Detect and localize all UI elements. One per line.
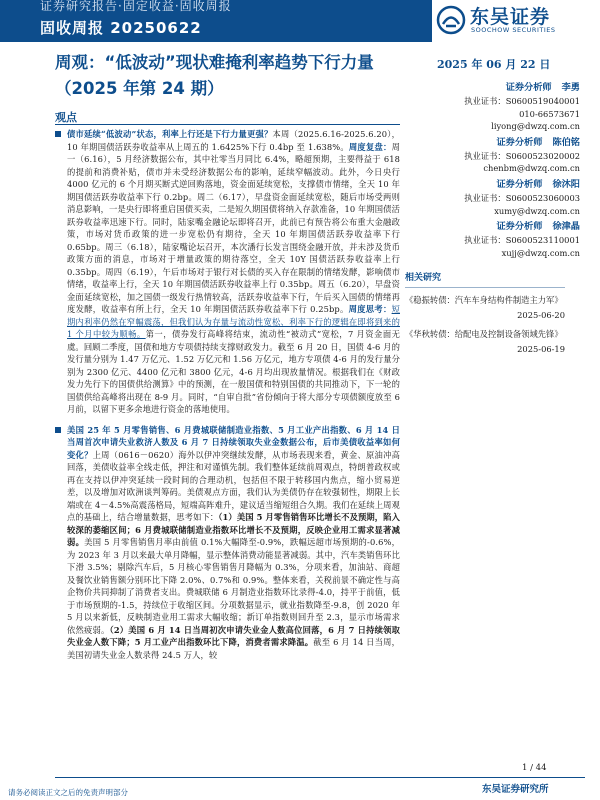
report-date: 2025 年 06 月 22 日	[437, 58, 551, 71]
bullet-square-icon	[55, 131, 61, 137]
paragraph1-question: 债市延续“低波动”状态，利率上行还是下行力量更强？	[67, 129, 273, 139]
bullet-square-icon	[55, 427, 61, 433]
analyst-email[interactable]: xujj@dwzq.com.cn	[501, 247, 580, 258]
related-item-date: 2025-06-19	[517, 344, 565, 354]
related-research-title: 相关研究	[405, 272, 565, 288]
analyst-name: 徐津晶	[552, 221, 580, 233]
analyst-cert: 执业证书：S0600523110001	[464, 235, 580, 246]
footer-company: 东吴证券研究所	[482, 784, 549, 795]
analyst-cert: 执业证书：S0600519040001	[464, 96, 580, 106]
analyst-panel	[420, 80, 580, 261]
paragraph2-text-3: 截至 6 月 14 日当周，美国初请失业金人数录得 24.5 万人，较	[67, 637, 400, 660]
analyst-name: 陈伯铭	[552, 136, 580, 148]
section-divider	[55, 124, 400, 125]
analyst-email[interactable]: liyong@dwzq.com.cn	[491, 121, 580, 132]
related-item[interactable]: 《华秋转债：给配电及控制设备领域先锋》	[405, 329, 563, 339]
paragraph2-text-1: 上周（0616－0620）海外以伊冲突继续发酵，从市场表现来看，黄金、原油冲高回落，美债收益率全线走低，押注和对谨慎先制。我们整体延续前周观点，特朗普政权或再在支持以伊冲突延续一段时间的合理动机，包括但不限于转移国内焦点，缩小贸易逆差，以及增加对欧洲谈判筹码。美债观点方面，我们认为美债仍存在较强韧性，期限上长端或在 4－4.5%高震荡格局，短端高阵难升，建议适当缩短组合久期。我们在延续上周观点的基础上，结合增量数据，思考如下：	[67, 449, 400, 522]
soochow-logo	[432, 0, 600, 42]
paragraph2-point-1: （1）美国 5 月零售销售环比增长不及预期，陷入较深的萎缩区间；6 月费城联储制造业指数环比增长不及预期，反映企业用工需求显著减弱。	[67, 512, 400, 547]
footer-divider	[55, 777, 585, 778]
paragraph1-highlight: 短期内利率仍然在窄幅震荡，但我们认为存量与流动性宽松、利率下行的逻辑在即将到来的 1 个月中较为顺畅。	[67, 304, 400, 339]
related-research	[405, 272, 565, 356]
analyst-entry	[420, 80, 580, 133]
analyst-email[interactable]: xumy@dwzq.com.cn	[494, 205, 580, 216]
weekly-thinking-label: 周度思考：	[348, 304, 392, 314]
analyst-role: 证券分析师	[496, 178, 543, 190]
soochow-logo-icon	[436, 5, 466, 35]
paragraph-domestic	[55, 128, 400, 416]
analyst-role: 证券分析师	[496, 136, 543, 148]
section-label: 观点	[55, 111, 77, 124]
paragraph2-question: 美国 25 年 5 月零售销售、6 月费城联储制造业指数、5 月工业产出指数、6 月 14 日当周首次申请失业救济人数及 6 月 7 日持续领取失业金数据公布，后市美债收益率如何变化？	[67, 424, 400, 460]
page-number: 1 / 44	[522, 763, 547, 773]
report-headline: 周观：“低波动”现状难掩利率趋势下行力量（2025 年第 24 期）	[55, 53, 374, 98]
paragraph-overseas	[55, 424, 400, 662]
weekly-review-label: 周度复盘：	[348, 141, 392, 152]
analyst-role: 证券分析师	[496, 221, 543, 233]
report-series: 证券研究报告·固定收益·固收周报	[40, 0, 232, 13]
analyst-name: 李勇	[561, 82, 580, 93]
related-item[interactable]: 《稳振转债：汽车车身结构件制造主力军》	[405, 295, 563, 305]
paragraph2-point-2: （2）美国 6 月 14 日当周初次申请失业金人数高位回落，6 月 7 日持续领取失业金人数下降；5 月工业产出指数环比下降，消费者需求降温。	[67, 624, 400, 647]
analyst-role: 证券分析师	[505, 82, 552, 93]
related-item-date: 2025-06-20	[517, 310, 565, 320]
paragraph2-text-2: 美国 5 月零售销售月率由前值 0.1%大幅降至-0.9%，跌幅远超市场预期的-0.6%，为 2023 年 3 月以来最大单月降幅，显示整体消费动能显著减弱。其中，汽车类销售环比下滑 3.5%；剔除汽车后，5 月核心零售销售月降幅为 0.3%，分项来看，加油站、商超及餐饮业销售额分别环比下降 2.0%、0.7%和 0.9%。整体来看，关税前景不确定性与高企物价共同抑制了消费者支出。费城联储 6 月制造业指数环比录得-4.0，持平于前值，低于市场预期的-1.5，持续位于收缩区间。分项数据显示，就业指数降至-9.8，创 2020 年 5 月以来新低，反映制造业用工需求大幅收缩；新订单指数则回升至 2.3，显示市场需求依然疲弱。	[67, 537, 401, 635]
analyst-entry	[420, 135, 580, 175]
analyst-phone: 010-66573671	[519, 108, 580, 119]
report-body	[55, 128, 400, 661]
report-title: 固收周报 20250622	[40, 19, 202, 37]
analyst-cert: 执业证书：S0600523060003	[464, 192, 580, 203]
analyst-entry	[420, 219, 580, 259]
paragraph1-text-2: 周一（6.16），5 月经济数据公布，其中社零当月同比 6.4%，略超预期，主要得益于 618 的提前和消费补贴，债市并未受经济数据公布的影响，延续窄幅波动。此外，今日央行 4000 亿元的 6 个月期买断式逆回购落地，资金面延续宽松，支撑债市情绪，全天 10 年期国债活跃券收益率下行 0.2bp。周二（6.17），早盘资金面延续宽松，随后市场受两则消息影响，一是央行即将重启国债买卖，二是短久期国债将纳入存款准备，10 年期国债活跃券收益率迅速下行。同时，陆家嘴金融论坛即将召开，此前已有预告将公布重大金融政策，市场对货币政策的进一步宽松仍有期待，全天 10 年期国债活跃券收益率下行 0.65bp。周三（6.18），陆家嘴论坛召开，本次潘行长发言围绕金融开放，并未涉及货币政策方面的消息，市场对于增量政策的期待落空，全天 10Y 国债活跃券收益率上行 0.35bp。周四（6.19），午后市场对于银行对长债的买入存在限制的情绪发酵，影响债市情绪，收益率上行，全天 10 年期国债活跃券收益率上行 0.35bp。周五（6.20），早盘资金面延续宽松，加之国债一级发行热情较高，活跃券收益率下行，午后买入国债的情绪再度发酵，收益率有所上行，全天 10 年期国债活跃券收益率下行 0.25bp。	[67, 141, 400, 314]
analyst-entry	[420, 177, 580, 217]
footer-disclaimer: 请务必阅读正文之后的免责声明部分	[8, 788, 128, 797]
paragraph1-text-3: 第一，债券发行高峰将结束，流动性“被动式”宽松，7 月资金面无虞。回顾二季度，国债和地方专项债持续支撑财政发力。截至 6 月 20 日，国债 4-6 月的发行量分别为 1.47 万亿元、1.52 万亿元和 1.56 万亿元，地方专项债 4-6 月的发行量分别为 2300 亿元、4400 亿元和 3800 亿元，4-6 月均出现放量情况。根据我们在《财政发力先行下的国债供给测算》中的预测，在一般国债和特别国债的共同推动下，下一轮的国债供给高峰将出现在 8-9 月。同时，“自审自批”省份倾向于将大部分专项债额度放至 6 月前，以留下更多余地进行资金的落地使用。	[67, 329, 400, 414]
analyst-email[interactable]: chenbm@dwzq.com.cn	[483, 163, 580, 174]
logo-name-cn: 东吴证券	[470, 6, 551, 28]
analyst-cert: 执业证书：S0600523020002	[464, 150, 580, 161]
paragraph1-text-1: 本周（2025.6.16-2025.6.20），10 年期国债活跃券收益率从上周五的 1.6425%下行 0.4bp 至 1.638%。	[67, 129, 400, 152]
analyst-name: 徐沐阳	[552, 178, 580, 190]
logo-name-en: SOOCHOW SECURITIES	[471, 26, 556, 34]
